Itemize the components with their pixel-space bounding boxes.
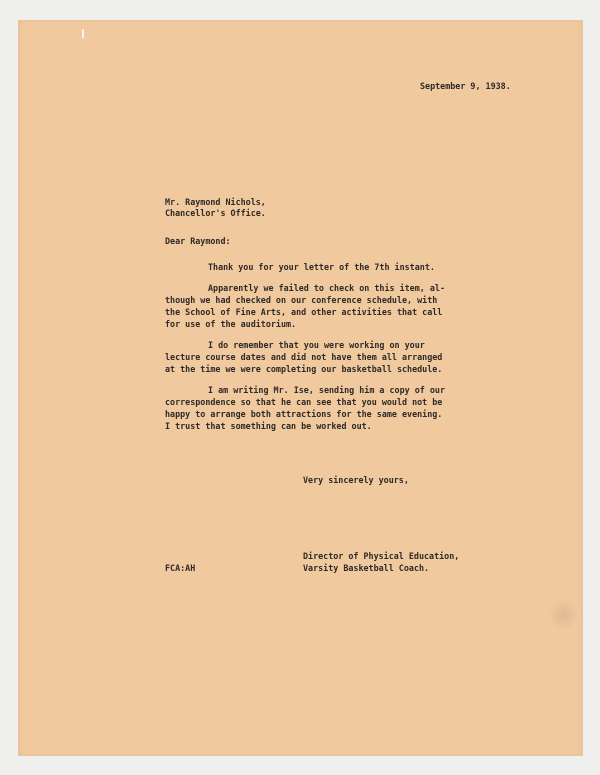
paragraph-3-line-3: at the time we were completing our basketball schedule. bbox=[165, 364, 443, 374]
recipient-office: Chancellor's Office. bbox=[165, 208, 266, 218]
salutation: Dear Raymond: bbox=[165, 236, 231, 246]
paper-tick-mark bbox=[82, 29, 84, 38]
paragraph-2-line-4: for use of the auditorium. bbox=[165, 319, 297, 329]
paragraph-2-line-3: the School of Fine Arts, and other activities that call bbox=[165, 307, 443, 317]
letter-date: September 9, 1938. bbox=[420, 81, 511, 91]
paragraph-2-line-1: Apparently we failed to check on this item, al- bbox=[208, 283, 445, 293]
recipient-name: Mr. Raymond Nichols, bbox=[165, 197, 266, 207]
paragraph-3-line-1: I do remember that you were working on your bbox=[208, 340, 425, 350]
paragraph-4-line-4: I trust that something can be worked out. bbox=[165, 421, 372, 431]
paragraph-4-line-3: happy to arrange both attractions for the same evening. bbox=[165, 409, 443, 419]
paper-stain bbox=[548, 600, 580, 630]
signature-title-1: Director of Physical Education, bbox=[303, 551, 460, 561]
paragraph-4-line-1: I am writing Mr. Ise, sending him a copy of our bbox=[208, 385, 445, 395]
paragraph-1-line-1: Thank you for your letter of the 7th instant. bbox=[208, 262, 435, 272]
paragraph-2-line-2: though we had checked on our conference schedule, with bbox=[165, 295, 438, 305]
closing: Very sincerely yours, bbox=[303, 475, 409, 485]
paragraph-4-line-2: correspondence so that he can see that you would not be bbox=[165, 397, 443, 407]
typist-initials: FCA:AH bbox=[165, 563, 196, 573]
paragraph-3-line-2: lecture course dates and did not have them all arranged bbox=[165, 352, 443, 362]
signature-title-2: Varsity Basketball Coach. bbox=[303, 563, 430, 573]
